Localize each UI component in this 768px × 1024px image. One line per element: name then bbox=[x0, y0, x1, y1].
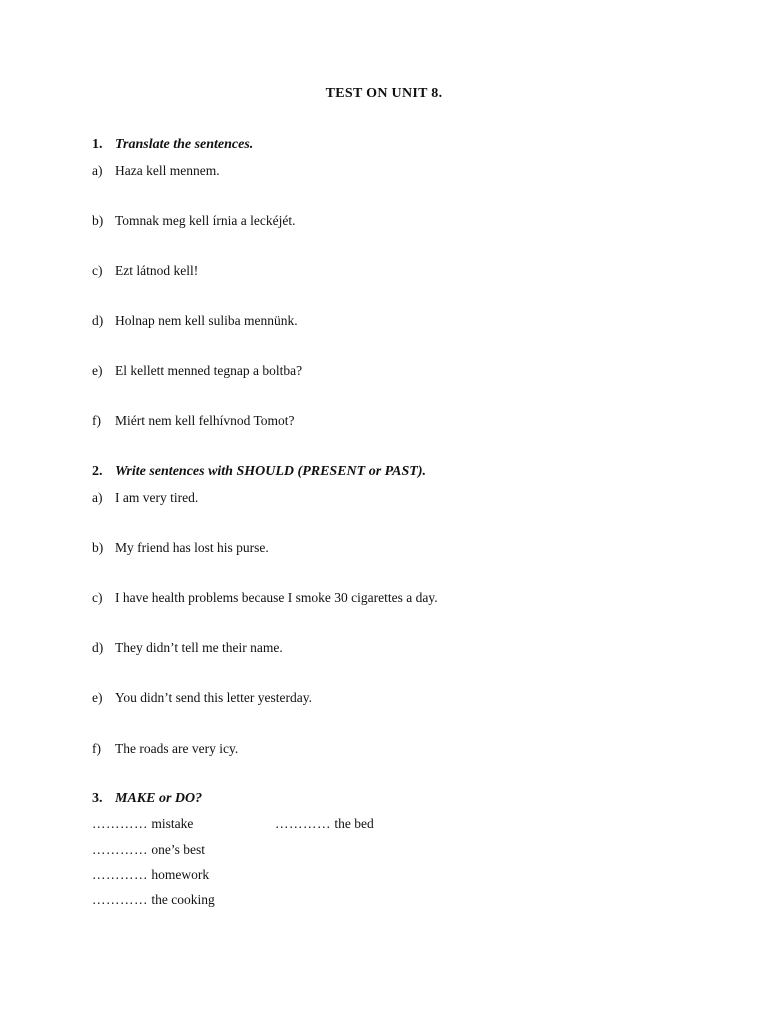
blank-ones-best: ………… one’s best bbox=[92, 842, 205, 857]
section-2-item-d: d) They didn’t tell me their name. bbox=[92, 640, 283, 655]
section-3-heading bbox=[92, 791, 202, 807]
section-2-title: Write sentences with SHOULD (PRESENT or PAST). bbox=[115, 464, 427, 479]
section-3-number: 3. bbox=[92, 791, 103, 806]
blank-line: ………… bbox=[275, 816, 331, 831]
section-1-title: Translate the sentences. bbox=[115, 137, 254, 152]
blank-mistake: ………… mistake bbox=[92, 816, 194, 831]
section-1-item-a: a) Haza kell mennem. bbox=[92, 163, 220, 178]
blank-line: ………… bbox=[92, 842, 148, 857]
section-1-number: 1. bbox=[92, 137, 103, 152]
section-2-item-c: c) I have health problems because I smoke 30 cigarettes a day. bbox=[92, 590, 438, 605]
test-title: TEST ON UNIT 8. bbox=[325, 86, 443, 101]
section-1-heading bbox=[92, 137, 253, 153]
section-2-heading bbox=[92, 464, 426, 480]
blank-the-bed: ………… the bed bbox=[275, 816, 374, 831]
section-2-item-e: e) You didn’t send this letter yesterday. bbox=[92, 690, 312, 705]
section-2-item-b: b) My friend has lost his purse. bbox=[92, 540, 269, 555]
section-2-number: 2. bbox=[92, 464, 103, 479]
section-2-item-f: f) The roads are very icy. bbox=[92, 741, 239, 756]
blank-line: ………… bbox=[92, 816, 148, 831]
blank-line: ………… bbox=[92, 892, 148, 907]
section-1-item-b: b) Tomnak meg kell írnia a leckéjét. bbox=[92, 213, 296, 228]
section-2-item-a: a) I am very tired. bbox=[92, 490, 199, 505]
section-1-item-f: f) Miért nem kell felhívnod Tomot? bbox=[92, 413, 295, 428]
section-1-item-c: c) Ezt látnod kell! bbox=[92, 263, 199, 278]
section-1-item-e: e) El kellett menned tegnap a boltba? bbox=[92, 363, 303, 378]
blank-homework: ………… homework bbox=[92, 867, 210, 882]
section-3-title: MAKE or DO? bbox=[115, 791, 203, 806]
section-1-item-d: d) Holnap nem kell suliba mennünk. bbox=[92, 313, 298, 328]
blank-the-cooking: ………… the cooking bbox=[92, 892, 215, 907]
blank-line: ………… bbox=[92, 867, 148, 882]
